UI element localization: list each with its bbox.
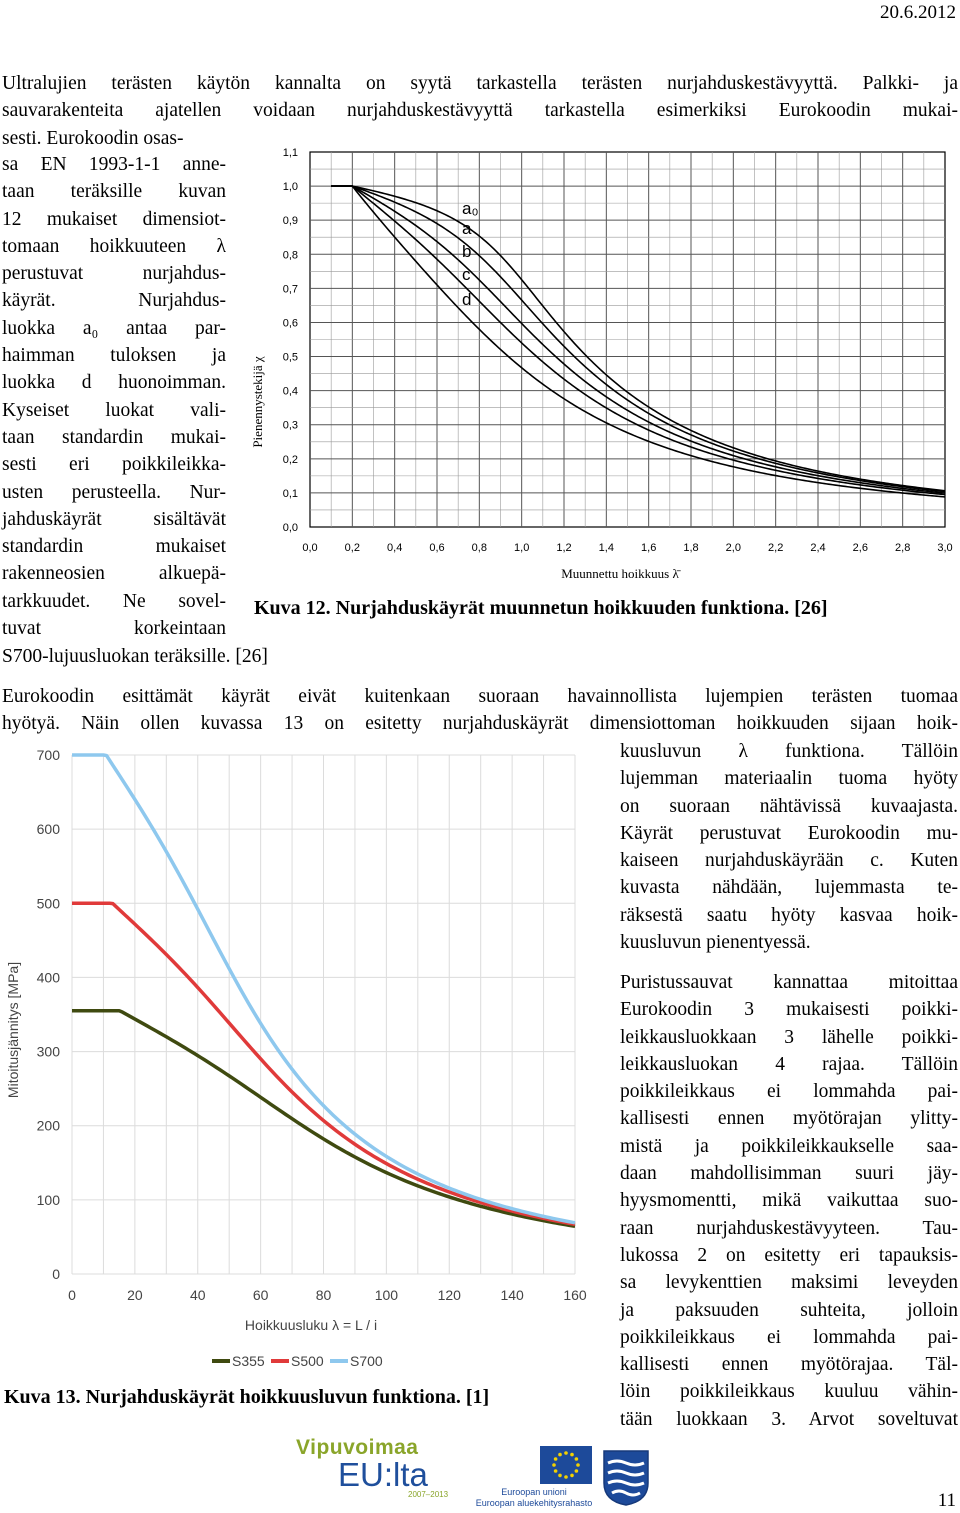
x-tick-label: 80: [315, 1287, 332, 1303]
chart-legend: [212, 1353, 383, 1369]
x-tick-label: 1,6: [641, 542, 657, 554]
text-line: Eurokoodin esittämät käyrät eivät kuitenkaan suoraan havainnollista lujempien terästen tuomaa: [2, 686, 958, 707]
star-icon: [564, 1475, 568, 1479]
curve-label: c: [462, 265, 471, 284]
x-tick-label: 2,2: [768, 542, 784, 554]
star-icon: [558, 1453, 562, 1457]
text-line: kuusluvun pienentyessä.: [620, 932, 811, 953]
logo-text: 2007–2013: [408, 1490, 449, 1499]
x-tick-label: 1,0: [514, 542, 530, 554]
text-line: 12 mukaiset dimensiot-: [2, 208, 226, 230]
x-tick-label: 140: [500, 1287, 524, 1303]
text-line: poikkileikkaus ei lommahda pai-: [620, 1326, 958, 1348]
chart-grid: [310, 152, 945, 527]
star-icon: [570, 1453, 574, 1457]
text-line: luokka a₀ antaa par-: [2, 317, 226, 339]
y-tick-label: 300: [36, 1043, 60, 1060]
chart-curves: [331, 186, 945, 497]
text-line: S700-lujuusluokan teräksille. [26]: [2, 646, 268, 667]
x-axis-label: Hoikkuusluku λ = L / i: [244, 1317, 378, 1333]
y-tick-label: 400: [36, 969, 60, 986]
x-tick-label: 1,4: [598, 542, 614, 554]
curve-label: d: [462, 290, 472, 309]
x-tick-label: 1,8: [683, 542, 699, 554]
text-line: sauvarakenteita ajatellen voidaan nurjahduskestävyyttä tarkastella esimerkiksi Eurokoodin mukai-: [2, 100, 958, 122]
text-line: löin poikkileikkaus kuuluu vähin-: [620, 1381, 958, 1403]
paragraph-right-column-2: [620, 969, 958, 1433]
curve-d: [331, 186, 945, 497]
text-line: käyrät. Nurjahdus-: [2, 290, 226, 312]
legend-label: S500: [291, 1353, 324, 1369]
logo-text: Euroopan aluekehitysrahasto: [475, 1498, 593, 1508]
text-line: leikkausluokan 4 rajaa. Tällöin: [620, 1053, 958, 1075]
text-line: rakenneosien alkuepä-: [2, 563, 226, 585]
text-line: kallisesti ennen myötörajaa. Täl-: [620, 1354, 958, 1376]
text-line: jahduskäyrät sisältävät: [2, 508, 226, 530]
y-tick-label: 0,0: [282, 522, 298, 534]
y-tick-labels: [283, 147, 298, 534]
text-line: on suoraan nähtävissä kuvaajasta.: [620, 795, 958, 817]
star-icon: [570, 1474, 574, 1478]
star-icon: [576, 1463, 580, 1467]
legend-label: S355: [232, 1353, 265, 1369]
y-tick-label: 600: [36, 821, 60, 838]
x-tick-label: 40: [189, 1287, 206, 1303]
text-line: taan standardin mukai-: [2, 426, 226, 448]
text-line: sa levykenttien maksimi leveyden: [620, 1272, 958, 1294]
text-line: kaiseen nurjahduskäyrään c. Kuten: [620, 850, 958, 872]
x-tick-label: 0,0: [302, 542, 318, 554]
curve-c: [331, 186, 945, 494]
text-line: perustuvat nurjahdus-: [2, 263, 226, 285]
x-tick-label: 60: [252, 1287, 269, 1303]
curve-label: a: [462, 219, 472, 238]
y-axis-label: Pienennystekijä χ: [250, 356, 265, 448]
page-number: 11: [937, 1490, 956, 1511]
text-line: usten perusteella. Nur-: [2, 481, 226, 503]
y-tick-label: 700: [36, 747, 60, 763]
text-line: sesti eri poikkileikka-: [2, 454, 226, 476]
text-line: luokka d huonoimman.: [2, 372, 226, 394]
paragraph-left-column: [2, 151, 226, 642]
text-line: lujemman materiaalin tuoma hyöty: [620, 768, 958, 790]
star-icon: [558, 1474, 562, 1478]
star-icon: [554, 1469, 558, 1473]
text-line: Käyrät perustuvat Eurokoodin mu-: [620, 822, 958, 844]
text-line: raan nurjahduskestävyyteen. Tau-: [620, 1217, 958, 1239]
text-line: kuusluvun λ funktiona. Tällöin: [620, 741, 958, 762]
x-tick-label: 160: [563, 1287, 587, 1303]
y-tick-label: 0,6: [282, 317, 298, 330]
y-tick-label: 0,7: [282, 283, 298, 296]
text-line: standardin mukaiset: [2, 536, 226, 558]
text-line: taan teräksille kuvan: [2, 181, 226, 203]
coat-of-arms-icon: [600, 1447, 652, 1507]
y-tick-label: 0,1: [282, 487, 298, 500]
eu-flag-icon: [540, 1446, 592, 1484]
paragraph-2: [2, 683, 958, 738]
y-tick-label: 0,2: [282, 453, 298, 466]
y-tick-label: 0,5: [282, 351, 298, 364]
text-line: sa EN 1993-1-1 anne-: [2, 154, 226, 175]
text-line: Ultralujien terästen käytön kannalta on syytä tarkastella terästen nurjahduskestävyyttä. Palkki- ja: [2, 73, 958, 94]
y-tick-label: 1,1: [282, 147, 298, 159]
text-line: ja paksuuden suhteita, jolloin: [620, 1299, 958, 1321]
text-line: tomaan hoikkuuteen λ: [2, 235, 226, 257]
chart-grid: [72, 755, 575, 1274]
text-line: mistä ja poikkileikkaukselle saa-: [620, 1135, 958, 1157]
y-tick-label: 0: [52, 1266, 60, 1282]
y-tick-label: 0,3: [282, 419, 298, 432]
y-tick-label: 100: [36, 1191, 60, 1208]
x-tick-label: 0,8: [471, 542, 487, 554]
logo-text: Euroopan unioni: [501, 1487, 567, 1497]
text-line: tään luokkaan 3. Arvot soveltuvat: [620, 1408, 958, 1430]
star-icon: [554, 1457, 558, 1461]
y-tick-label: 0,4: [282, 385, 298, 398]
curve-label: b: [462, 242, 472, 261]
header-date: 20.6.2012: [880, 2, 956, 23]
y-axis-label: Mitoitusjännitys [MPa]: [5, 961, 21, 1099]
x-axis-label: Muunnettu hoikkuus λ̄: [561, 566, 679, 581]
figure-13-caption: Kuva 13. Nurjahduskäyrät hoikkuusluvun funktiona. [1]: [4, 1386, 490, 1408]
x-tick-label: 2,8: [895, 542, 911, 554]
logo-text: Vipuvoimaa: [296, 1436, 419, 1459]
legend-label: S700: [350, 1353, 383, 1369]
figure-13-chart: [0, 745, 605, 1375]
eu-logo-text: [468, 1487, 600, 1509]
text-line: Puristussauvat kannattaa mitoittaa: [620, 972, 958, 993]
x-tick-label: 20: [127, 1287, 143, 1303]
x-tick-label: 2,4: [810, 542, 826, 554]
text-line: kuvasta nähdään, lujemmasta te-: [620, 877, 958, 899]
paragraph-right-column-1: [620, 738, 958, 929]
text-line: Kyseiset luokat vali-: [2, 399, 226, 421]
text-line: lukossa 2 on esitetty eri tapauksis-: [620, 1244, 958, 1266]
text-line: haimman tuloksen ja: [2, 345, 226, 367]
x-tick-label: 2,6: [852, 542, 868, 554]
x-tick-label: 2,0: [725, 542, 741, 554]
text-line: poikkileikkaus ei lommahda pai-: [620, 1081, 958, 1103]
figure-12-caption: Kuva 12. Nurjahduskäyrät muunnetun hoikkuuden funktiona. [26]: [254, 597, 828, 619]
y-tick-label: 500: [36, 895, 60, 912]
star-icon: [575, 1457, 579, 1461]
x-tick-labels: [302, 542, 952, 554]
text-line: kallisesti ennen myötörajan ylitty-: [620, 1108, 958, 1130]
text-line: tarkkuudet. Ne sovel-: [2, 590, 226, 612]
star-icon: [575, 1469, 579, 1473]
text-line: tuvat korkeintaan: [2, 618, 226, 640]
text-line: leikkausluokkaan 3 lähelle poikki-: [620, 1026, 958, 1048]
y-tick-label: 1,0: [282, 181, 298, 194]
vipuvoimaa-logo: [296, 1436, 456, 1510]
y-tick-label: 0,9: [282, 215, 298, 228]
figure-12-chart: [250, 140, 960, 590]
x-tick-label: 0,2: [344, 542, 360, 554]
y-tick-label: 200: [36, 1117, 60, 1134]
x-tick-label: 1,2: [556, 542, 572, 554]
x-tick-label: 0: [68, 1287, 76, 1303]
x-tick-label: 3,0: [937, 542, 953, 554]
x-tick-label: 120: [437, 1287, 461, 1303]
text-line: hyötyä. Näin ollen kuvassa 13 on esitetty nurjahduskäyrät dimensiottoman hoikkuuden sijaan hoik-: [2, 713, 958, 735]
text-line: Eurokoodin 3 mukaisesti poikki-: [620, 999, 958, 1021]
star-icon: [564, 1451, 568, 1455]
x-tick-label: 0,4: [387, 542, 403, 554]
curve-label: a₀: [462, 199, 479, 218]
text-line: hyysmomentti, mikä vaikuttaa suo-: [620, 1190, 958, 1212]
x-tick-label: 0,6: [429, 542, 445, 554]
star-icon: [552, 1463, 556, 1467]
text-line: räksestä saatu hyöty kasvaa hoik-: [620, 904, 958, 926]
logo-text: EU:lta: [338, 1456, 428, 1493]
text-line: sesti. Eurokoodin osas-: [2, 127, 184, 149]
y-tick-labels: [37, 747, 61, 1282]
y-tick-label: 0,8: [282, 249, 298, 262]
text-line: daan mahdollisimman suuri jäy-: [620, 1163, 958, 1185]
x-tick-label: 100: [374, 1287, 399, 1303]
x-tick-labels: [68, 1287, 587, 1303]
